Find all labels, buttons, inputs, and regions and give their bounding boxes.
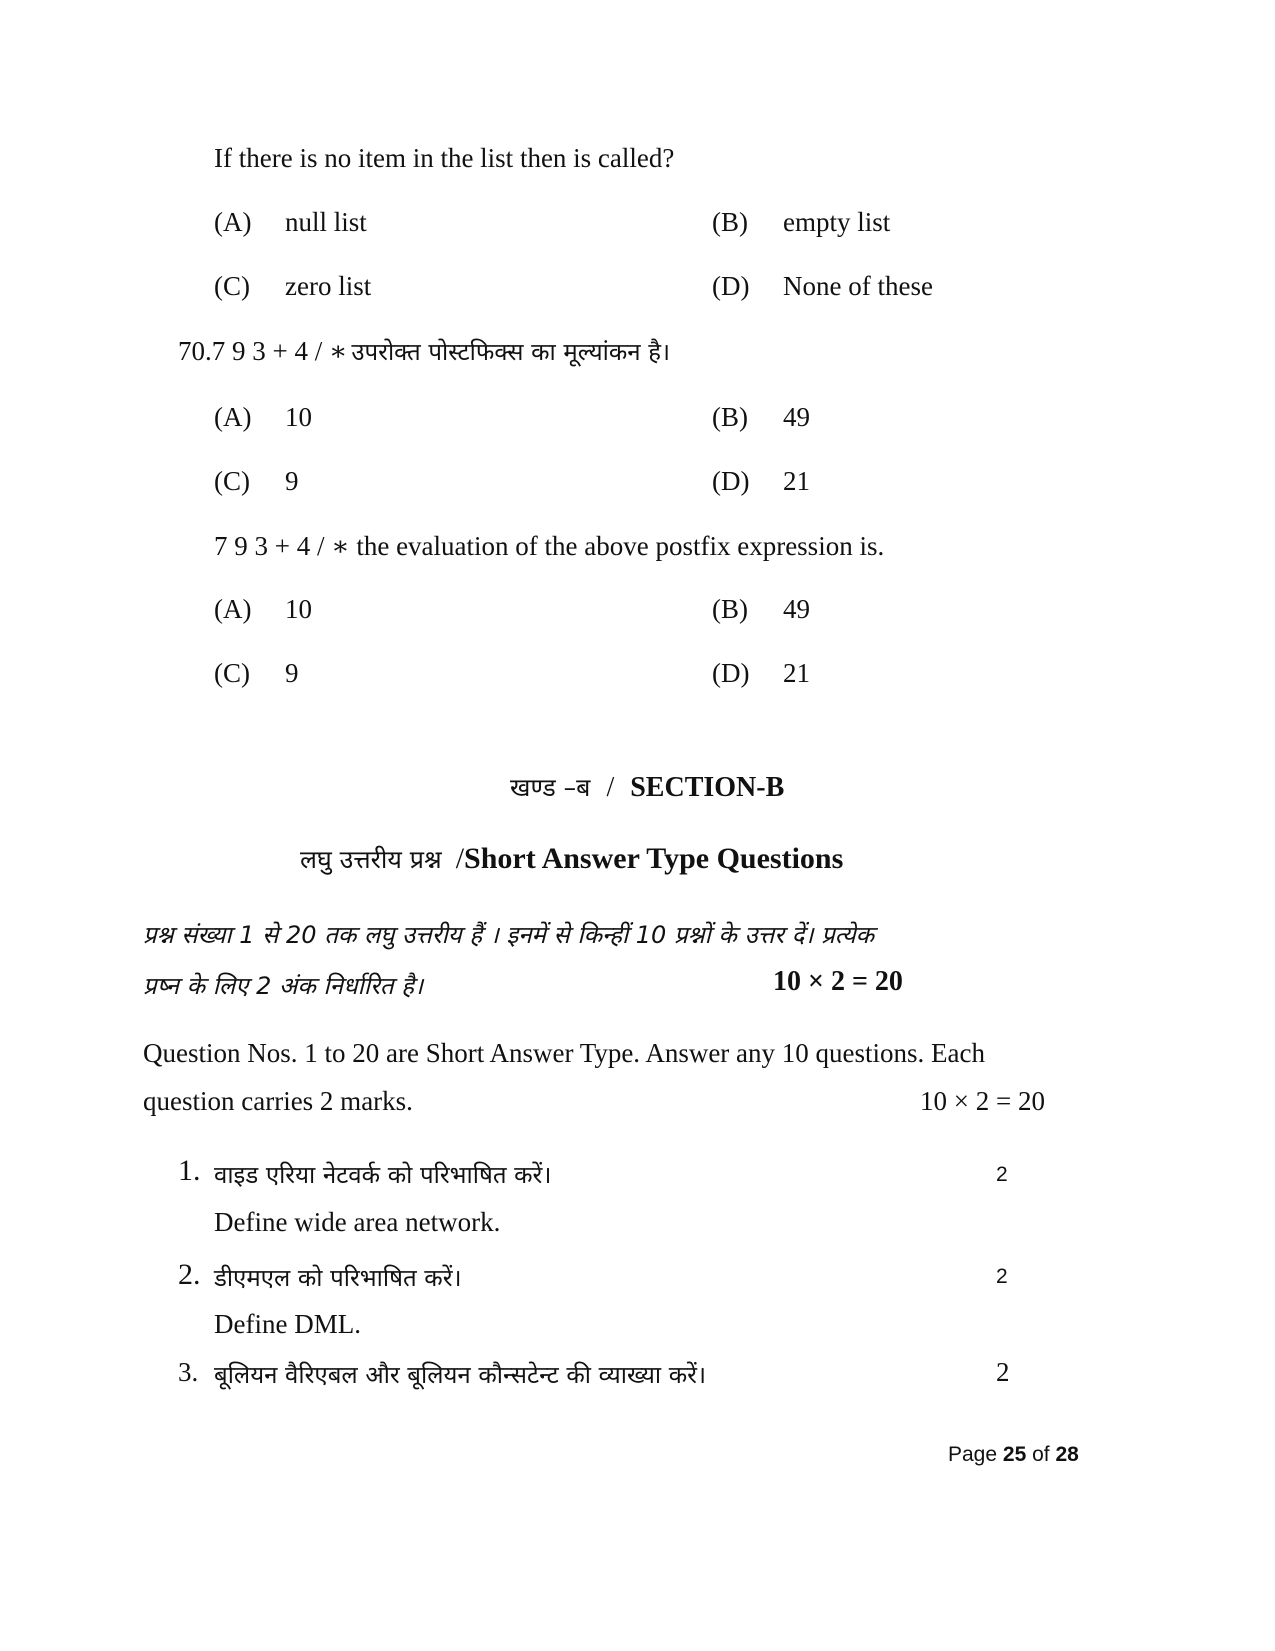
instructions-en-line-2: question carries 2 marks. [143,1086,413,1116]
sq3-number: 3. [178,1357,199,1387]
q69-option-d-label: (D) [712,271,750,301]
q69-option-b-label: (B) [712,207,748,237]
q69-option-c-label: (C) [214,271,250,301]
instructions-en-line-1: Question Nos. 1 to 20 are Short Answer Type. Answer any 10 questions. Each [143,1038,985,1068]
q70-question-hi-line [178,335,670,368]
sq2-question-hi: डीएमएल को परिभाषित करें। [214,1264,462,1292]
section-subtitle-hi: लघु उत्तरीय प्रश्न [300,845,442,874]
q70-hi-option-d-label: (D) [712,466,750,496]
q69-option-a-label: (A) [214,207,252,237]
section-subtitle [300,842,843,876]
instructions-hi-line-1: प्रश्न संख्या 1 से 20 तक लघु उत्तरीय हैं । इनमें से किन्हीं 10 प्रश्नों के उत्तर दें। प्रत्येक [143,921,875,949]
page-of: of [1032,1443,1050,1466]
page-prefix: Page [948,1443,998,1466]
q70-hi-option-a-label: (A) [214,402,252,432]
q69-question: If there is no item in the list then is called? [214,143,675,173]
q70-en-option-b-label: (B) [712,594,748,624]
sq1-marks: 2 [996,1163,1008,1186]
sq3-marks: 2 [996,1357,1010,1387]
section-title-slash: / [606,772,615,803]
q70-en-option-c-label: (C) [214,658,250,688]
section-title-hi: खण्ड –ब [510,773,591,802]
q69-option-c-text: zero list [285,271,372,301]
q70-number: 70. [178,336,212,366]
q70-question-hi: उपरोक्त पोस्टफिक्स का मूल्यांकन है। [351,338,671,366]
q69-option-b-text: empty list [783,207,891,237]
marks-formula-en: 10 × 2 = 20 [920,1086,1045,1116]
page-number [948,1443,1079,1467]
q70-en-option-a-text: 10 [285,594,312,624]
q70-en-option-d-label: (D) [712,658,750,688]
section-subtitle-en: Short Answer Type Questions [464,842,844,875]
q70-question-en: 7 9 3 + 4 / ∗ the evaluation of the above postfix expression is. [214,531,885,561]
page-current: 25 [1002,1443,1027,1466]
sq2-number: 2. [178,1258,201,1291]
q70-hi-option-b-text: 49 [783,402,810,432]
q70-hi-option-d-text: 21 [783,466,810,496]
sq3-question-hi: बूलियन वैरिएबल और बूलियन कौन्सटेन्ट की व्याख्या करें। [214,1361,707,1389]
sq2-marks: 2 [996,1265,1008,1288]
q70-en-option-c-text: 9 [285,658,299,688]
page-total: 28 [1055,1443,1079,1466]
sq1-question-en: Define wide area network. [214,1207,501,1237]
q70-en-option-b-text: 49 [783,594,810,624]
sq2-question-en: Define DML. [214,1309,361,1339]
q70-hi-option-c-label: (C) [214,466,250,496]
q70-hi-option-b-label: (B) [712,402,748,432]
q70-en-option-d-text: 21 [783,658,810,688]
section-subtitle-slash: / [455,842,465,875]
q69-option-d-text: None of these [783,271,933,301]
sq1-number: 1. [178,1154,201,1187]
q70-en-option-a-label: (A) [214,594,252,624]
sq1-question-hi: वाइड एरिया नेटवर्क को परिभाषित करें। [214,1161,552,1189]
q70-expression: 7 9 3 + 4 / ∗ [211,336,348,366]
section-title-en: SECTION-B [630,772,785,803]
q70-hi-option-c-text: 9 [285,466,299,496]
q70-hi-option-a-text: 10 [285,402,312,432]
marks-formula-hi: 10 × 2 = 20 [773,966,903,997]
instructions-hi-line-2: प्रष्न के लिए 2 अंक निर्धारित है। [143,972,424,1000]
q69-option-a-text: null list [285,207,367,237]
section-title [510,770,784,804]
